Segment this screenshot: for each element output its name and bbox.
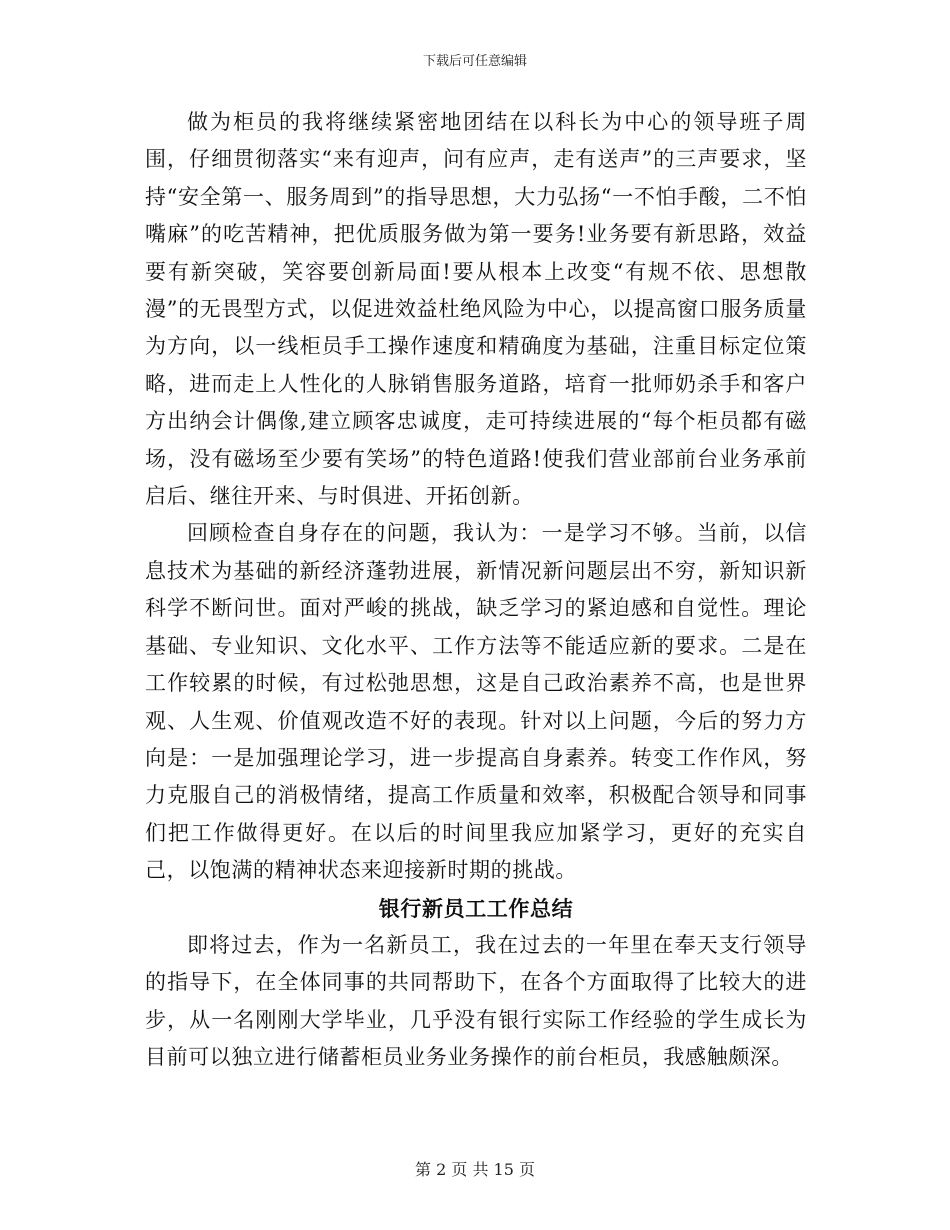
paragraph-self-review: 回顾检查自身存在的问题，我认为：一是学习不够。当前，以信息技术为基础的新经济蓬勃进展，新情况新问题层出不穷，新知识新科学不断问世。面对严峻的挑战，缺乏学习的紧迫感和自觉性。理论基础、专业知识、文化水平、工作方法等不能适应新的要求。二是在工作较累的时候，有过松弛思想，这是自己政治素养不高，也是世界观、人生观、价值观改造不好的表现。针对以上问题，今后的努力方向是：一是加强理论学习，进一步提高自身素养。转变工作作风，努力克服自己的消极情绪，提高工作质量和效率，积极配合领导和同事们把工作做得更好。在以后的时间里我应加紧学习，更好的充实自己，以饱满的精神状态来迎接新时期的挑战。 bbox=[145, 521, 807, 883]
paragraph-new-employee-intro: 即将过去，作为一名新员工，我在过去的一年里在奉天支行领导的指导下，在全体同事的共同帮助下，在各个方面取得了比较大的进步，从一名刚刚大学毕业，几乎没有银行实际工作经验的学生成长为目前可以独立进行储蓄柜员业务业务操作的前台柜员，我感触颇深。 bbox=[145, 932, 807, 1070]
document-body bbox=[145, 104, 807, 1077]
page-number: 第 2 页 共 15 页 bbox=[415, 1160, 535, 1179]
page-header: 下载后可任意编辑 bbox=[422, 54, 527, 69]
paragraph-teller-commitment: 做为柜员的我将继续紧密地团结在以科长为中心的领导班子周围，仔细贯彻落实“来有迎声，问有应声，走有送声”的三声要求，坚持“安全第一、服务周到”的指导思想，大力弘扬“一不怕手酸，二不怕嘴麻”的吃苦精神，把优质服务做为第一要务!业务要有新思路，效益要有新突破，笑容要创新局面!要从根本上改变“有规不依、思想散漫”的无畏型方式，以促进效益杜绝风险为中心，以提高窗口服务质量为方向，以一线柜员手工操作速度和精确度为基础，注重目标定位策略，进而走上人性化的人脉销售服务道路，培育一批师奶杀手和客户方出纳会计偶像,建立顾客忠诚度，走可持续进展的“每个柜员都有磁场，没有磁场至少要有笑场”的特色道路!使我们营业部前台业务承前启后、继往开来、与时俱进、开拓创新。 bbox=[145, 110, 807, 509]
section-title: 银行新员工工作总结 bbox=[378, 895, 574, 921]
